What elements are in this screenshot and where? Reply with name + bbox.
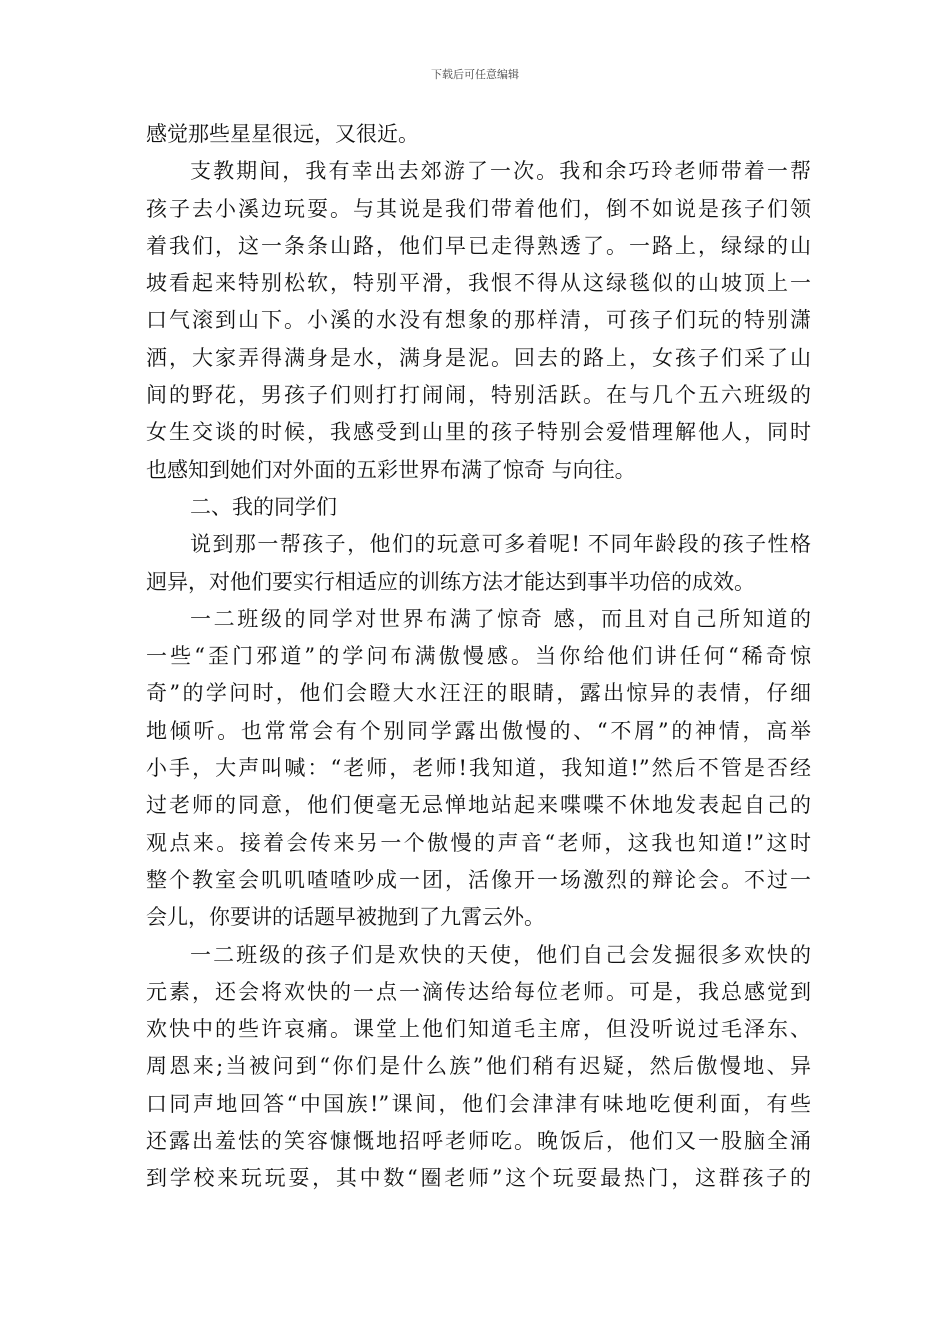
text-line: 一二班级的孩子们是欢快的天使，他们自己会发掘很多欢快的 xyxy=(190,942,811,967)
text-line: 一些“歪门邪道”的学问布满傲慢感。当你给他们讲任何“稀奇惊 xyxy=(146,644,811,669)
text-line: 整个教室会叽叽喳喳吵成一团，活像开一场激烈的辩论会。不过一 xyxy=(146,867,811,892)
text-line: 间的野花，男孩子们则打打闹闹，特别活跃。在与几个五六班级的 xyxy=(146,383,811,408)
text-line: 会儿，你要讲的话题早被抛到了九霄云外。 xyxy=(146,905,545,930)
text-line: 周恩来;当被问到“你们是什么族”他们稍有迟疑，然后傲慢地、异 xyxy=(146,1054,811,1079)
text-line: 着我们，这一条条山路，他们早已走得熟透了。一路上，绿绿的山 xyxy=(146,233,811,258)
text-line: 地倾听。也常常会有个别同学露出傲慢的、“不屑”的神情，高举 xyxy=(146,718,811,743)
text-line: 口气滚到山下。小溪的水没有想象的那样清，可孩子们玩的特别潇 xyxy=(146,308,811,333)
text-line: 孩子去小溪边玩耍。与其说是我们带着他们，倒不如说是孩子们领 xyxy=(146,196,811,221)
text-line: 还露出羞怯的笑容慷慨地招呼老师吃。晚饭后，他们又一股脑全涌 xyxy=(146,1129,811,1154)
document-body xyxy=(146,116,811,1198)
page-header: 下载后可任意编辑 xyxy=(431,68,519,81)
text-line: 坡看起来特别松软，特别平滑，我恨不得从这绿毯似的山坡顶上一 xyxy=(146,271,811,296)
text-line: 迥异，对他们要实行相适应的训练方法才能达到事半功倍的成效。 xyxy=(146,569,755,594)
text-line: 欢快中的些许哀痛。课堂上他们知道毛主席，但没听说过毛泽东、 xyxy=(146,1017,811,1042)
text-line: 奇”的学问时，他们会瞪大水汪汪的眼睛，露出惊异的表情，仔细 xyxy=(146,681,811,706)
text-line: 洒，大家弄得满身是水，满身是泥。回去的路上，女孩子们采了山 xyxy=(146,345,811,370)
text-line: 观点来。接着会传来另一个傲慢的声音“老师，这我也知道!”这时 xyxy=(146,830,811,855)
text-line: 过老师的同意，他们便毫无忌惮地站起来喋喋不休地发表起自己的 xyxy=(146,793,811,818)
text-line: 也感知到她们对外面的五彩世界布满了惊奇 与向往。 xyxy=(146,457,636,482)
text-line: 说到那一帮孩子，他们的玩意可多着呢! 不同年龄段的孩子性格 xyxy=(190,532,811,557)
text-line: 二、我的同学们 xyxy=(190,494,337,519)
text-line: 小手，大声叫喊：“老师，老师!我知道，我知道!”然后不管是否经 xyxy=(146,756,811,781)
text-line: 元素，还会将欢快的一点一滴传达给每位老师。可是，我总感觉到 xyxy=(146,979,811,1004)
text-line: 到学校来玩玩耍，其中数“圈老师”这个玩耍最热门，这群孩子的 xyxy=(146,1166,811,1191)
text-line: 女生交谈的时候，我感受到山里的孩子特别会爱惜理解他人，同时 xyxy=(146,420,811,445)
text-line: 一二班级的同学对世界布满了惊奇 感，而且对自己所知道的 xyxy=(190,606,811,631)
text-line: 感觉那些星星很远，又很近。 xyxy=(146,122,419,146)
text-line: 口同声地回答“中国族!”课间，他们会津津有味地吃便利面，有些 xyxy=(146,1091,811,1116)
text-line: 支教期间，我有幸出去郊游了一次。我和余巧玲老师带着一帮 xyxy=(190,159,811,184)
